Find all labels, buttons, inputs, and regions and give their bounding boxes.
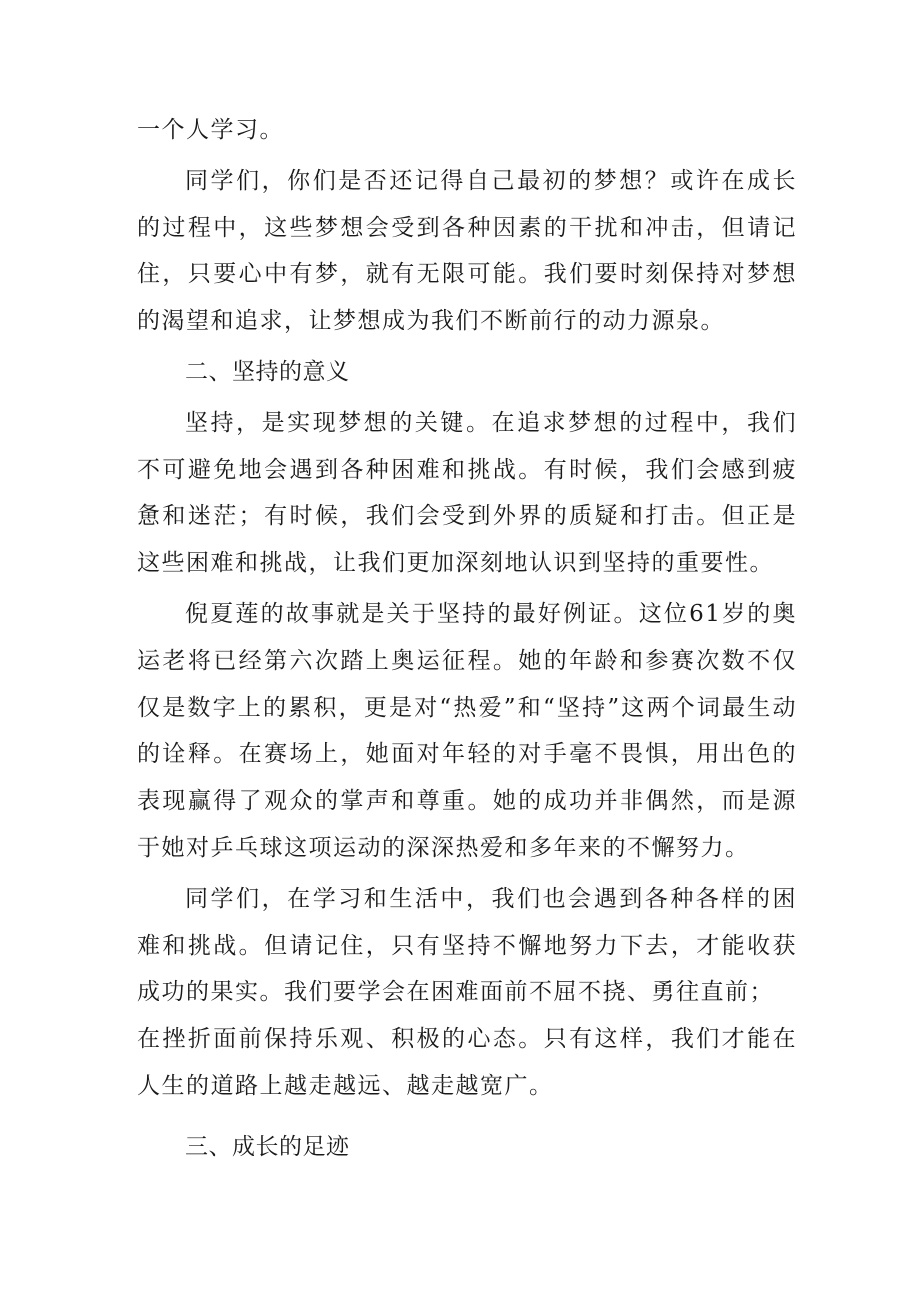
section-heading-persistence: 二、坚持的意义 (185, 358, 350, 385)
paragraph-continuation: 一个人学习。 (137, 117, 284, 143)
document-body (137, 107, 797, 1171)
paragraph-dream: 同学们，你们是否还记得自己最初的梦想？或许在成长的过程中，这些梦想会受到各种因素的干扰和冲击，但请记住，只要心中有梦，就有无限可能。我们要时刻保持对梦想的渴望和追求，让梦想成为我们不断前行的动力源泉。 (137, 167, 797, 335)
paragraph-ni-xialian-story: 倪夏莲的故事就是关于坚持的最好例证。这位61岁的奥运老将已经第六次踏上奥运征程。她的年龄和参赛次数不仅仅是数字上的累积，更是对“热爱”和“坚持”这两个词最生动的诠释。在赛场上，她面对年轻的对手毫不畏惧，用出色的表现赢得了观众的掌声和尊重。她的成功并非偶然，而是源于她对乒乓球这项运动的深深热爱和多年来的不懈努力。 (137, 600, 797, 861)
paragraph-optimism: 在挫折面前保持乐观、积极的心态。只有这样，我们才能在人生的道路上越走越远、越走越宽广。 (137, 1026, 797, 1099)
paragraph-persistence-key: 坚持，是实现梦想的关键。在追求梦想的过程中，我们不可避免地会遇到各种困难和挑战。有时候，我们会感到疲惫和迷茫；有时候，我们会受到外界的质疑和打击。但正是这些困难和挑战，让我们更加深刻地认识到坚持的重要性。 (137, 409, 797, 577)
section-heading-growth: 三、成长的足迹 (185, 1133, 350, 1160)
paragraph-classmates-challenges: 同学们，在学习和生活中，我们也会遇到各种各样的困难和挑战。但请记住，只有坚持不懈地努力下去，才能收获成功的果实。我们要学会在困难面前不屈不挠、勇往直前； (137, 885, 797, 1006)
